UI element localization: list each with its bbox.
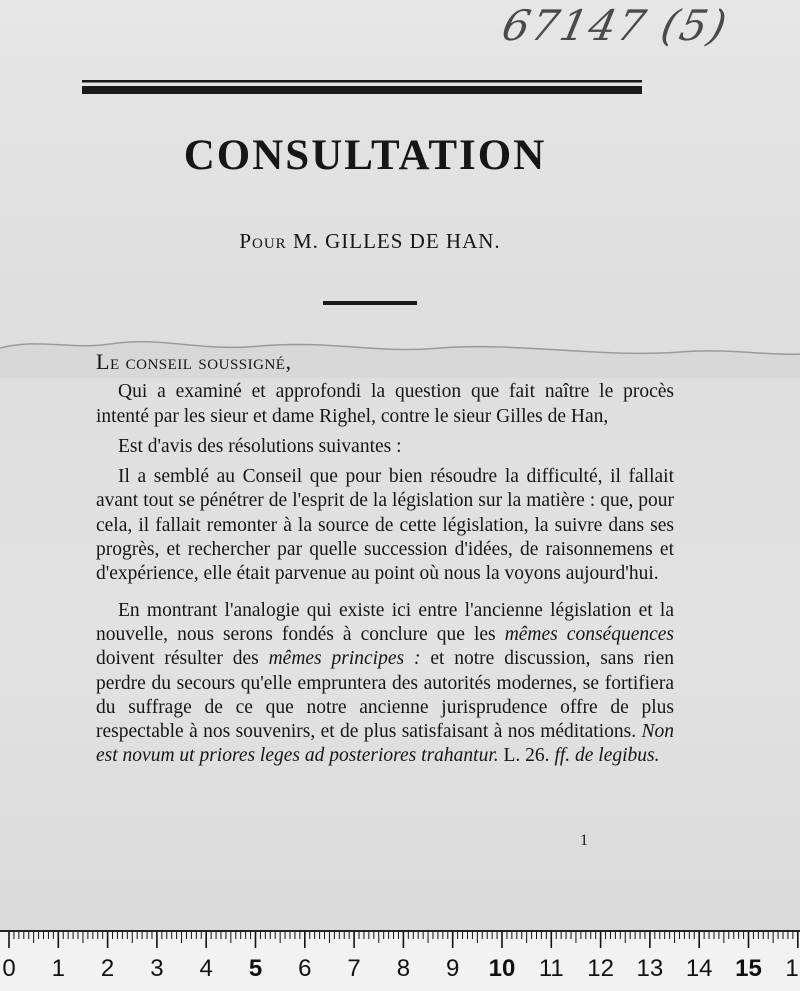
paragraph-2: Est d'avis des résolutions suivantes :	[118, 435, 402, 457]
subtitle-prefix: Pour	[239, 229, 287, 253]
paragraph-4-text: En montrant l'analogie qui existe ici entre l'ancienne législation et la nouvelle, nous serons fondés à conclure que les	[96, 599, 674, 645]
latin-quotation: Non est novum ut priores leges ad posteriores trahantur.	[96, 721, 674, 767]
ruler-label: 1	[785, 955, 799, 982]
body-text	[96, 350, 674, 775]
ruler-label: 10	[488, 955, 516, 982]
handwritten-catalog-number: 67147 (5)	[497, 1, 733, 50]
ruler-label: 9	[446, 955, 460, 982]
document-title: CONSULTATION	[183, 132, 547, 179]
legal-citation: L. 26.	[498, 745, 555, 767]
paragraph-4-text: et notre discussion, sans rien perdre du secours qu'elle empruntera des autorités modernes, se fortifiera du suffrage de ce que notre ancienne jurisprudence offre de plus respectable à nos souvenirs, et de plus satisfaisant à nos méditations.	[96, 648, 674, 743]
paragraph-4-text: doivent résulter des	[96, 648, 269, 670]
ruler-label: 1	[51, 955, 65, 982]
paragraph-4	[96, 599, 674, 769]
ruler-label: 13	[636, 955, 664, 982]
page-number: 1	[580, 832, 588, 849]
ruler-label: 4	[199, 955, 213, 982]
paragraph-1: Qui a examiné et approfondi la question que fait naître le procès intenté par les sieur et dame Righel, contre le sieur Gilles de Han,	[96, 381, 674, 427]
measurement-ruler	[0, 930, 800, 991]
ruler-label: 5	[248, 955, 263, 982]
ruler-label: 7	[347, 955, 361, 982]
double-rule	[82, 80, 642, 98]
ruler-label: 2	[100, 955, 115, 982]
paragraph-3: Il a semblé au Conseil que pour bien résoudre la difficulté, il fallait avant tout se pénétrer de l'esprit de la législation sur la matière : que, pour cela, il fallait remonter à la source de cette législation, la suivre dans ses progrès, et rechercher par quelle succession d'idées, de raisonnemens et d'expérience, elle était parvenue au point où nous la voyons aujourd'hui.	[96, 466, 674, 585]
paragraph-4-italic: mêmes principes :	[268, 648, 421, 670]
ruler-label: 3	[150, 955, 164, 982]
ruler-label: 15	[735, 955, 762, 982]
ruler-label: 8	[396, 955, 411, 982]
paragraph-4-italic: mêmes conséquences	[504, 623, 675, 645]
ruler-label: 11	[538, 955, 564, 982]
document-subtitle	[0, 226, 740, 256]
ruler-label: 12	[587, 955, 614, 982]
legal-citation-italic: ff. de legibus.	[554, 745, 660, 767]
ruler-label: 6	[298, 955, 312, 982]
subtitle-name: M. GILLES DE HAN.	[292, 229, 501, 253]
body-heading: Le conseil soussigné,	[96, 349, 292, 374]
ruler-label: 0	[2, 955, 16, 982]
section-divider	[323, 301, 417, 305]
ruler-label: 14	[685, 955, 713, 982]
